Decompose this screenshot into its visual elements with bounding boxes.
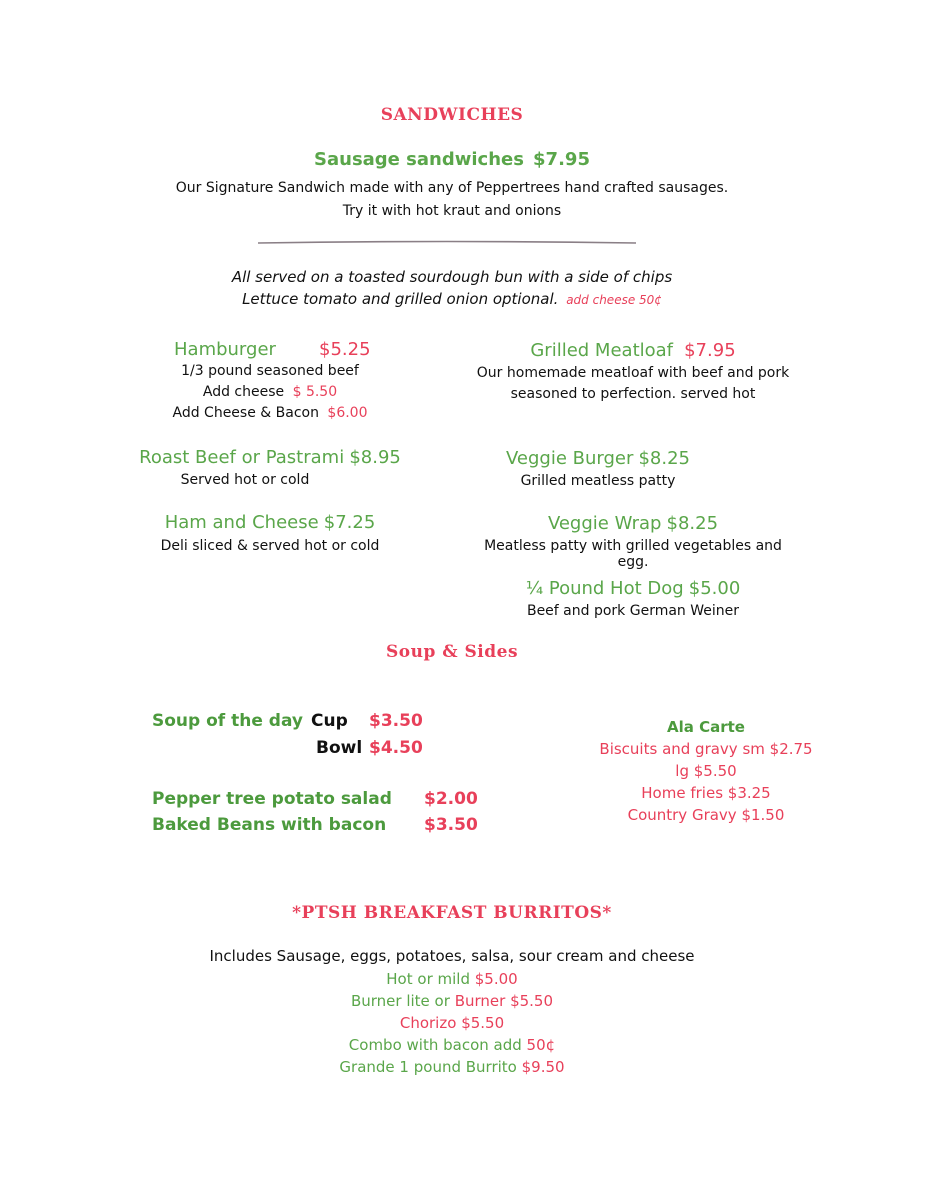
burrito-combo (0, 1036, 904, 1054)
baked-beans-price: $3.50 (424, 815, 478, 835)
veggie-burger-title (450, 448, 746, 469)
chorizo-price: $5.50 (461, 1014, 505, 1032)
sausage-price: $7.95 (533, 149, 590, 170)
combo-price: 50¢ (526, 1036, 556, 1054)
meatloaf-name: Grilled Meatloaf (530, 340, 674, 361)
baked-beans-name: Baked Beans with bacon (152, 815, 387, 835)
burner-label: Burner (454, 992, 506, 1010)
add-cheese-bacon-price: $6.00 (327, 405, 368, 421)
serving-note-1: All served on a toasted sourdough bun with a side of chips (231, 268, 673, 286)
grande-label: Grande 1 pound Burrito (339, 1058, 517, 1076)
ala-carte-line-4: Country Gravy $1.50 (627, 806, 785, 824)
meatloaf-price: $7.95 (684, 340, 736, 361)
hamburger-desc-1: 1/3 pound seasoned beef (181, 363, 359, 379)
sausage-name: Sausage sandwiches (314, 149, 524, 170)
meatloaf-desc-2: seasoned to perfection. served hot (510, 386, 756, 402)
roast-beef-price: $8.95 (349, 447, 401, 468)
sandwiches-heading: SANDWICHES (380, 105, 524, 125)
roast-beef-desc: Served hot or cold (180, 472, 310, 488)
chorizo-label: Chorizo (399, 1014, 457, 1032)
burner-lite-label: Burner lite or (350, 992, 450, 1010)
hot-dog-name: ¼ Pound Hot Dog (525, 578, 684, 599)
soup-name: Soup of the day (152, 711, 303, 731)
soup-cup-price: $3.50 (369, 711, 423, 731)
hot-dog-desc: Beef and pork German Weiner (526, 603, 740, 619)
hamburger-title (174, 339, 276, 360)
hamburger-desc-3 (120, 405, 420, 421)
hot-mild-label: Hot or mild (386, 970, 470, 988)
ala-carte-line-2: lg $5.50 (675, 762, 737, 780)
add-cheese-note: add cheese 50¢ (566, 293, 662, 307)
veggie-burger-name: Veggie Burger (505, 448, 634, 469)
hot-mild-price: $5.00 (474, 970, 518, 988)
sausage-desc-2: Try it with hot kraut and onions (342, 203, 562, 219)
add-cheese-bacon-label: Add Cheese & Bacon (172, 405, 319, 421)
veggie-wrap-price: $8.25 (666, 513, 719, 534)
ala-carte-title: Ala Carte (667, 718, 745, 736)
ham-cheese-price: $7.25 (323, 512, 376, 533)
burrito-hot-mild (0, 970, 904, 988)
veggie-wrap-name: Veggie Wrap (547, 513, 662, 534)
ala-carte-line-3: Home fries $3.25 (641, 784, 771, 802)
roast-beef-name: Roast Beef or Pastrami (139, 447, 345, 468)
ala-carte-line-1: Biscuits and gravy sm $2.75 (599, 740, 813, 758)
veggie-burger-price: $8.25 (638, 448, 690, 469)
soup-cup-label: Cup (311, 711, 348, 731)
burritos-includes: Includes Sausage, eggs, potatoes, salsa, sour cream and cheese (209, 947, 695, 965)
burrito-grande (0, 1058, 904, 1076)
serving-note-2-text: Lettuce tomato and grilled onion optional. (242, 290, 559, 308)
burritos-heading: *PTSH BREAKFAST BURRITOS* (292, 903, 612, 923)
burrito-burner (0, 992, 904, 1010)
potato-salad-price: $2.00 (424, 789, 478, 809)
burrito-chorizo (0, 1014, 904, 1032)
combo-label: Combo with bacon add (348, 1036, 522, 1054)
ham-cheese-desc: Deli sliced & served hot or cold (160, 538, 380, 554)
hamburger-desc-2 (120, 384, 420, 400)
soup-sides-heading: Soup & Sides (385, 642, 519, 662)
soup-bowl-price: $4.50 (369, 738, 423, 758)
grande-price: $9.50 (521, 1058, 565, 1076)
soup-bowl-label: Bowl (316, 738, 363, 758)
meatloaf-desc-1: Our homemade meatloaf with beef and pork (476, 365, 790, 381)
sausage-item (0, 149, 904, 170)
add-cheese-label: Add cheese (202, 384, 285, 400)
roast-beef-title (120, 447, 420, 468)
burner-price: $5.50 (510, 992, 554, 1010)
add-cheese-price: $ 5.50 (292, 384, 338, 400)
ham-cheese-name: Ham and Cheese (164, 512, 319, 533)
hot-dog-price: $5.00 (688, 578, 741, 599)
hot-dog-title (470, 578, 796, 599)
hamburger-price: $5.25 (319, 339, 371, 360)
sausage-desc-1: Our Signature Sandwich made with any of Peppertrees hand crafted sausages. (175, 180, 729, 196)
divider-line (258, 240, 636, 246)
potato-salad-name: Pepper tree potato salad (152, 789, 392, 809)
ham-cheese-title (120, 512, 420, 533)
veggie-wrap-title (470, 513, 796, 534)
serving-note-2 (0, 290, 904, 308)
veggie-burger-desc: Grilled meatless patty (520, 473, 676, 489)
hamburger-name: Hamburger (174, 339, 276, 360)
meatloaf-title (470, 340, 796, 361)
veggie-wrap-desc: Meatless patty with grilled vegetables and egg. (484, 538, 782, 570)
